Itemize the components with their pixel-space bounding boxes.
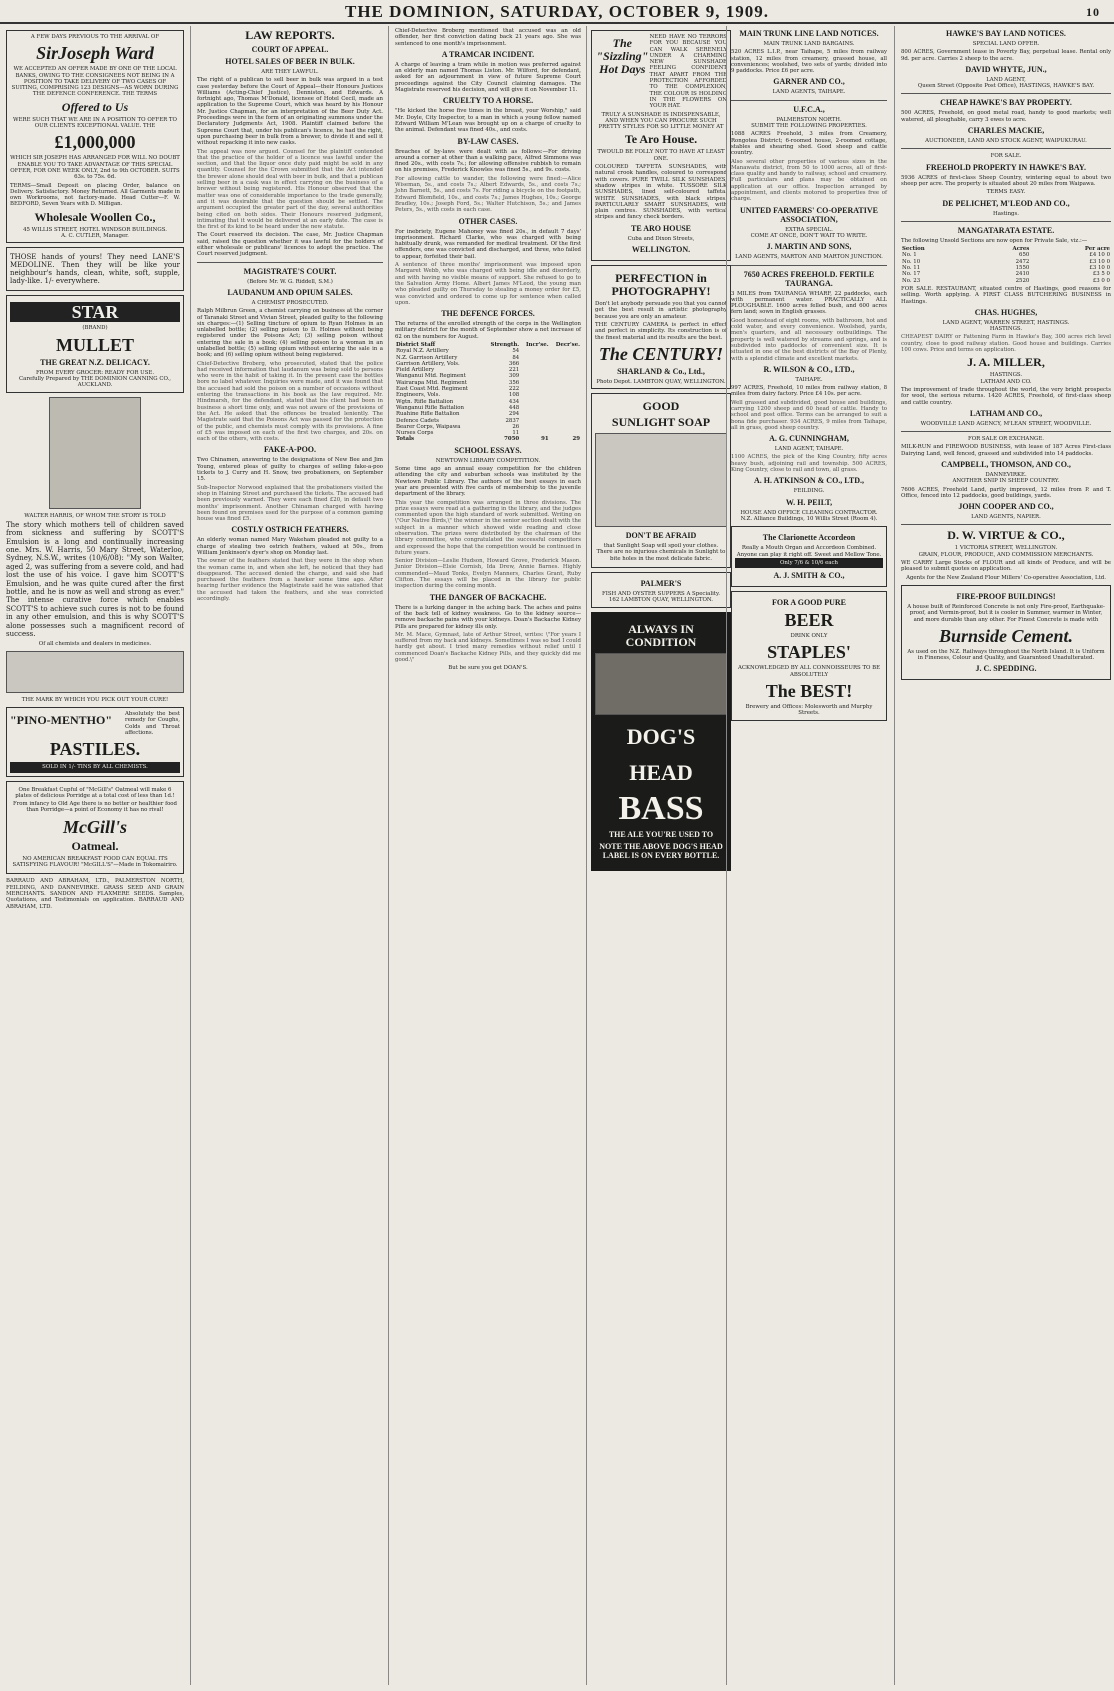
mcgill-name: McGill's — [62, 816, 127, 837]
table-cell: No. 10 — [902, 258, 921, 265]
table-cell: 2410 — [1015, 271, 1030, 278]
offered-body: WERE SUCH THAT WE ARE IN A POSITION TO OFFER TO OUR CLIENTS EXCEPTIONAL VALUE. THE — [13, 116, 177, 130]
bass-title: BASS — [618, 789, 704, 827]
sunlight-body: that Sunlight Soap will spoil your clothes. There are no injurious chemicals in Sunlight to bite holes in the most delicate fabric. — [596, 543, 726, 562]
manga-intro: The following Unsold Sections are now open for Private Sale, viz.:— — [901, 237, 1088, 244]
pino-ad — [6, 707, 184, 776]
cooper-name: JOHN COOPER AND CO., — [958, 502, 1054, 512]
clar-title: The Clarionette Accordeon — [762, 533, 856, 543]
column-4-right — [726, 26, 891, 1685]
perfection-side: Don't let anybody persuade you that you cannot get the best result in artistic photography because you are only an amateur. — [595, 301, 727, 320]
land-body-1: 520 ACRES L.I.P., near Taihape, 5 miles from railway station, 12 miles from creamery, grassed house, all conveniences; woolshed, two sets of yards; divided into 9 paddocks. Price £6 per acre. — [731, 49, 887, 75]
scott-mark: THE MARK BY WHICH YOU PICK OUT YOUR CURE! — [21, 696, 169, 703]
exchange-heading: FOR SALE OR EXCHANGE. — [967, 436, 1044, 443]
table-cell: 356 — [508, 379, 520, 386]
bass-ad — [591, 612, 731, 871]
tram-heading: A TRAMCAR INCIDENT. — [441, 49, 535, 59]
news-body-5-continued: This year the competition was arranged in three divisions. The prize essays were read at a gathering in the library, and the judges commented upon the high standard of work submitted. Writing on \"Our Native Birds,\" the winner in the senior section dealt with the subject in a manner which showed wide reading and close observation. The prizes were distributed by the chairman of the library committee, who congratulated the successful competitors and expressed the hope that the competition would be continued in future years. — [395, 499, 581, 556]
table-cell: 54 — [512, 348, 520, 355]
table-cell: N.Z. Garrison Artillery — [396, 354, 458, 361]
acknowledged: ACKNOWLEDGED BY ALL CONNOISSEURS TO BE ABSOLUTELY — [737, 665, 881, 678]
special-offer: SPECIAL LAND OFFER. — [972, 41, 1040, 47]
spedding-name: J. C. SPEDDING. — [975, 664, 1037, 674]
law-body-1: The right of a publican to sell beer in bulk was argued in a test case yesterday before the Court of Appeal—their Honours Justices Williams (Acting-Chief Justice), Denniston, and Edwards. A fortnight ago, Thomas M'Donald, licensee of Hotel Cecil, made an application to the Supreme Court, which was heard by his Honour Mr. Justice Chapman, for an interpretation of the Beer Duty Act. Proceedings were in the form of an originating summons under the Declaratory Judgments Act, 1908. Plaintiff claimed before the Supreme Court that, under his publican's licence, he had the right, upon purchasing beer in bulk from a brewer, to divide it and sell it without repacking it into new casks. — [197, 77, 383, 147]
amount: £1,000,000 — [54, 132, 136, 153]
campbell-sub: DANNEVIRKE. — [985, 471, 1027, 478]
table-row — [395, 436, 581, 442]
sunshade-list: COLOURED TAFFETA SUNSHADES, with natural crook handles, coloured to correspond with covers. PURE TWILL SILK SUNSHADES, shadow stripes in white. TUSSORE SILK SUNSHADES, lined self-coloured taffeta. WHITE SUNSHADES, with black stripes. PARTICULARLY SMART SUNSHADES, with plain centres. SUNSHADES, with vertical stripes and fancy check borders. — [595, 164, 727, 221]
land-body-4-continued: Well grassed and subdivided, good house and buildings, carrying 1200 sheep and 60 head of cattle. Handy to school and post office. Terms can be arranged to suit a bona fide purchaser. 934 ACRES, 9 miles from Taihape, all in grass, good sheep country. — [731, 399, 887, 431]
oatmeal: Oatmeal. — [71, 838, 119, 853]
garner-name: GARNER AND CO., — [773, 77, 845, 87]
hb-body-3: 5936 ACRES of first-class Sheep Country, wintering equal to about two sheep per acre. The property is situated about 20 miles from Waipawa. — [901, 174, 1111, 187]
newtown-heading: NEWTOWN LIBRARY COMPETITION. — [435, 457, 541, 464]
mcgill-sub: From infancy to Old Age there is no better or healthier food than Porridge—a point of Economy it has no rival! — [12, 801, 178, 814]
law-body-5-continued: The owner of the feathers stated that they were in the shop when the woman came in, and when she left, he noticed that they had disappeared. The accused denied the charge, and said she had purchased the feathers from a hawker some time ago. After hearing further evidence the Magistrate said he was satisfied that the accused had taken the feathers, and she was convicted accordingly. — [197, 558, 383, 603]
clar-price: Only 7/6 & 10/6 each — [735, 558, 883, 568]
table-cell: Nurses Corps — [396, 430, 434, 437]
table-cell: 448 — [508, 404, 520, 411]
palmer-address: 162 LAMBTON QUAY, WELLINGTON. — [608, 597, 714, 604]
manga-table-grid — [901, 246, 1111, 284]
whyte-address: Queen Street (Opposite Post Office), HASTINGS, HAWKE'S BAY. — [917, 83, 1095, 90]
law-body-1-continued: The appeal was now argued. Counsel for the plaintiff contended that the practice of the holder of a licence was lawful under the section, and that the liquor once duty paid might be sold in any quantity. Counsel for the Crown submitted that the Act intended the brewer alone should deal with beer in bulk, and that a publican selling beer in a cask was in effect carrying on the business of a brewer without being registered. His Honour observed that the matter was one of considerable importance to the trade generally, and it was desirable that the question should be settled. The argument occupied the greater part of the day, several authorities being cited on both sides. Their Honours reserved judgment, intimating that it would be delivered at an early date. The case is the first of its kind to be heard under the new statute. — [197, 148, 383, 231]
virtue-sub: 1 VICTORIA STREET, WELLINGTON. — [954, 545, 1058, 552]
best-title: The BEST! — [765, 681, 853, 702]
mullet-sub: THE GREAT N.Z. DELICACY. — [40, 357, 150, 367]
dog-head-label — [595, 653, 727, 715]
land-body-2: 1088 ACRES Freehold, 3 miles from Creamery, Rongotea District; 6-roomed house, 2-roomed cottage, stables and shearing shed. Good sheep and cattle country. — [731, 131, 887, 157]
mullet-grocer: FROM EVERY GROCER: READY FOR USE. — [35, 369, 155, 376]
news-body-5: Some time ago an annual essay competition for the children attending the city and suburban schools was instituted by the Newtown Public Library. The authors of the best essays in each year are presented with five cards of membership to the juvenile department of the library. — [395, 466, 581, 498]
pino-side: Absolutely the best remedy for Coughs, Colds and Throat affections. — [125, 711, 180, 736]
mullet-ad — [6, 295, 184, 392]
walter-harris-portrait — [49, 397, 141, 509]
smith-name: A. J. SMITH & CO., — [773, 571, 845, 581]
terms: TERMS—Small Deposit on placing Order, balance on Delivery. Satisfactory. Money Returned. All Garments made in own Workrooms, not factory-made. Head Cutter—F. W. BEDFORD, Seven Years with D. Milligan. — [10, 182, 180, 208]
news-body-4: For inebriety, Eugene Mahoney was fined 20s., in default 7 days' imprisonment. Richard Clarke, who was charged with being habitually drunk, was remanded for medical treatment. Of the first offenders, one was convicted and discharged, and three, who failed to appear, forfeited their bail. — [395, 228, 581, 260]
hastings-label: HASTINGS. — [989, 326, 1023, 333]
carry-text: WE CARRY Large Stocks of FLOUR and all kinds of Produce, and will be pleased to submit quotes on application. — [901, 560, 1111, 573]
garner-sub: LAND AGENTS, TAIHAPE. — [772, 89, 846, 96]
peilt-name: W. H. PEILT, — [785, 497, 833, 507]
fireproof-foot: As used on the N.Z. Railways throughout the North Island. It is Uniform in Fineness, Colour and Quality, and Guaranteed Unadulterated. — [907, 648, 1105, 662]
pino-sold: SOLD IN 1/- TINS BY ALL CHEMISTS. — [10, 762, 180, 772]
century-body: THE CENTURY CAMERA is perfect in effect and perfect in simplicity. Its construction is of the finest material and its results are the best. — [595, 321, 727, 341]
whyte-sub: LAND AGENT, — [986, 76, 1026, 83]
staples-title: STAPLES' — [767, 642, 851, 663]
table-cell: Ruahine Rifle Battalion — [396, 411, 460, 418]
wilson-name: R. WILSON & CO., LTD., — [763, 364, 855, 374]
for-sale: FOR SALE. — [990, 153, 1022, 160]
come-at-once: COME AT ONCE, DON'T WAIT TO WRITE. — [750, 232, 868, 239]
restaurant-text: FOR SALE. RESTAURANT, situated centre of Hastings, good reasons for selling. Worth applying. A FIRST CLASS BUTCHERING BUSINESS in Hastings. — [901, 285, 1111, 305]
mullet-title: MULLET — [55, 334, 134, 355]
table-cell: 7050 — [504, 436, 520, 443]
table-cell: £3 10 0 — [1089, 265, 1110, 272]
are-lawful: ARE THEY LAWFUL. — [261, 69, 319, 75]
scott-story: The story which mothers tell of children saved from sickness and suffering by SCOTT'S Emulsion is a long and continually increasing one. Mrs. W. Harris, 50 Mary Street, Waterloo, Sydney, N.S.W., writes (10/6/08): "My son Walter, aged 2, was suffering from a severe cold, and had lost the use of his voice. I gave him SCOTT'S Emulsion, and he was quite cured after the first bottle, and he is now as well and strong as ever." The intense curative force which enables SCOTT'S to achieve such cures is not to be found in any other emulsion, and this is why SCOTT'S alone possesses such a magnificent record of success. — [6, 520, 184, 639]
table-cell: Section — [902, 246, 925, 253]
law-body-3-continued: Chief-Detective Broberg, who prosecuted, stated that the police had received information that laudanum was being sold to persons who were in the habit of taking it. In the present case the bottles bore no label whatever. Inquiries were made, and it was found that the accused had sold the poison on a number of occasions without entering the transactions in his book as the law required. Mr. Hindmarsh, for the defendant, stated that his client had been in business a short time only, and was not aware of the provisions of the Act. He asked that the offences be treated leniently. The Magistrate said that the Poisons Act was passed for the protection of the public, and chemists must comply with its provisions. A fine of £5 was imposed on each of the first two charges, and 20s. on each of the others, with costs. — [197, 360, 383, 443]
table-cell: 26 — [512, 423, 520, 430]
mcgill-head: One Breakfast Cupful of "McGill's" Oatmeal will make 6 plates of delicious Porridge at a total cost of less than 1d.! — [15, 786, 175, 799]
table-cell: Incr'se. — [526, 341, 549, 348]
column-4 — [586, 26, 735, 1685]
table-cell: Defence Cadets — [396, 417, 440, 424]
for-a-good-pure: FOR A GOOD PURE — [771, 598, 846, 608]
table-cell: East Coast Mtd. Regiment — [396, 386, 468, 393]
table-cell: Decr'se. — [555, 341, 580, 348]
atkinson-name: A. H. ATKINSON & CO., LTD., — [753, 476, 865, 486]
hastings-body: CHEAPEST DAIRY or Fattening Farm in Hawke's Bay, 300 acres rich level country, close to good railway station. Good house and buildings. Carries 100 cows. Price and terms on application. — [901, 334, 1111, 354]
column-5 — [894, 26, 1114, 1685]
chemist-heading: A CHEMIST PROSECUTED. — [251, 299, 329, 306]
hotel-sales-heading: HOTEL SALES OF BEER IN BULK. — [225, 57, 355, 66]
sunshade-text: NEED HAVE NO TERRORS FOR YOU BECAUSE YOU CAN WALK SERENELY UNDER A CHARMING NEW SUNSHADE FEELING CONFIDENT THAT APART FROM THE PROTECTION AFFORDED TO THE COMPLEXION, THE COLOUR IS HOLDING IN THE FLOWERS ON YOUR HAT. — [649, 34, 727, 110]
law-reports-title: LAW REPORTS. — [245, 28, 335, 42]
table-cell: Engineers, Vols. — [396, 392, 441, 399]
beer-title: BEER — [784, 610, 834, 631]
before-magistrate: (Before Mr. W. G. Riddell, S.M.) — [247, 278, 333, 285]
united-name: UNITED FARMERS' CO-OPERATIVE ASSOCIATION, — [740, 205, 878, 224]
ward-ad — [6, 30, 184, 243]
pelichet-name: DE PELICHET, M'LEOD AND CO., — [942, 198, 1070, 208]
table-cell: 108 — [508, 392, 520, 399]
table-cell: 29 — [572, 436, 580, 443]
bylaw-heading: BY-LAW CASES. — [457, 136, 519, 146]
cuba-dixon: Cuba and Dixon Streets, — [627, 235, 695, 242]
hb-body-5: MILK-RUN and FIREWOOD BUSINESS, with lease of 187 Acres First-class Dairying Land, well fenced, grassed and subdivided into 14 paddocks. — [901, 444, 1111, 457]
law-body-4-continued: Sub-Inspector Norwood explained that the probationers visited the shop in Haining Street and purchased the tickets. The accused had been previously warned. They were each fined £20, in default two months' imprisonment. Another Chinaman charged with having been found on premises used for the purpose of a common gaming house was fined £5. — [197, 484, 383, 523]
table-cell: Wanganui Mtd. Regiment — [396, 373, 466, 380]
brewery-address: Brewery and Offices: Molesworth and Murphy Streets. — [745, 704, 873, 717]
hb-body-6: 7606 ACRES, Freehold Land, partly improved, 12 miles from P. and T. Office, fenced into 12 paddocks, good buildings, yards. — [901, 486, 1111, 499]
table-cell: Field Artillery — [396, 367, 435, 374]
ufca-name: U.F.C.A., — [793, 104, 825, 114]
tearo-title: Te Aro House. — [624, 132, 698, 147]
offered-heading: Offered to Us — [61, 99, 129, 114]
defence-table — [395, 342, 581, 443]
agents-text: Agents for the New Zealand Flour Millers' Co-operative Association, Ltd. — [906, 574, 1106, 581]
dogs-head-title: DOG'S HEAD — [626, 723, 696, 785]
land-body-3: 3 MILES from TAURANGA WHARF, 22 paddocks, each with permanent water. PRACTICALLY ALL PLOUGHABLE. 1600 acres felled bush, and 600 acres fern land; sown in English grasses. — [731, 290, 887, 316]
palmer-sub: FISH AND OYSTER SUPPERS A Speciality. — [601, 590, 721, 597]
bass-note: NOTE THE ABOVE DOG'S HEAD LABEL IS ON EVERY BOTTLE. — [599, 841, 723, 860]
truly-text: TRULY A SUNSHADE IS INDISPENSABLE, AND WHEN YOU CAN PROCURE SUCH PRETTY STYLES FOR SO LITTLE MONEY AT — [598, 111, 724, 131]
virtue-name: D. W. VIRTUE & CO., — [947, 528, 1065, 543]
school-heading: SCHOOL ESSAYS. — [454, 445, 522, 455]
another-snip: ANOTHER SNIP IN SHEEP COUNTRY. — [952, 478, 1060, 485]
hawkes-bay-title: HAWKE'S BAY LAND NOTICES. — [946, 29, 1066, 38]
table-cell: 2472 — [1015, 258, 1030, 265]
masthead — [0, 0, 1114, 24]
ufca-sub: PALMERSTON NORTH. — [776, 116, 842, 123]
washerwoman-illustration — [595, 433, 727, 527]
land-body-4: 997 ACRES, Freehold, 10 miles from railway station, 8 miles from dairy factory. Price £4 10s. per acre. — [731, 385, 887, 398]
news-body-1: A charge of leaving a tram while in motion was preferred against an elderly man named Thomas Liston. Mr. Wilford, for defendant, asked for an adjournment in view of future Supreme Court proceedings against the City Council claiming damages. The Magistrate reserved his decision, and will give it on November 11. — [395, 61, 581, 94]
hughes-sub: LAND AGENT, WARREN STREET, HASTINGS. — [942, 319, 1070, 326]
burnside-title: Burnside Cement. — [938, 625, 1074, 646]
martin-sub: LAND AGENTS, MARTON AND MARTON JUNCTION. — [735, 254, 883, 261]
wilson-sub: TAIHAPE. — [795, 376, 823, 383]
table-cell: 294 — [508, 411, 520, 418]
law-body-2: The Court reserved its decision. The case, Mr. Justice Chapman said, raised the question whether it was lawful for the holders of either wholesale or publicans' licences to adopt the practice. The Court reserved judgment. — [197, 232, 383, 258]
dont-be-afraid: DON'T BE AFRAID — [625, 531, 697, 541]
sunlight-good: GOOD — [642, 399, 680, 414]
medoline-ad — [6, 247, 184, 291]
table-cell: Per acre — [1084, 246, 1110, 253]
mcgill-foot: NO AMERICAN BREAKFAST FOOD CAN EQUAL ITS SATISFYING FLAVOUR! "McGILL'S"—Made in Tokomairiro. — [12, 855, 178, 869]
pelichet-sub: Hastings. — [993, 210, 1019, 217]
manga-table — [901, 246, 1111, 284]
latham-name: LATHAM AND CO., — [969, 408, 1043, 418]
table-cell: Bearer Corps, Waipawa — [396, 423, 461, 430]
table-cell: £3 10 0 — [1089, 258, 1110, 265]
table-cell: Acres — [1012, 246, 1030, 253]
table-cell: No. 11 — [902, 265, 921, 272]
news-body-6: There is a lurking danger in the aching back. The aches and pains of the back tell of kidney weakness. Go to the kidney source—remove backache pains with your kidneys. Doan's Backache Kidney Pills are prepared for kidney ills only. — [395, 604, 581, 630]
cunningham-name: A. G. CUNNINGHAM, — [769, 434, 849, 444]
clarionette-ad — [731, 526, 887, 587]
mackie-name: CHARLES MACKIE, — [967, 126, 1045, 136]
table-cell: 11 — [512, 430, 520, 437]
always-in-condition: ALWAYS IN CONDITION — [625, 621, 697, 649]
table-cell: 84 — [512, 354, 520, 361]
wholesale-name: Wholesale Woollen Co., — [34, 209, 156, 224]
land-body-2-continued: Also several other properties of various sizes in the Manawatu district, from 50 to 1000 acres, all of first-class quality and handy to railway, school and creamery. Full particulars and plans may be obtained on application at our office. Inspection arranged by appointment, and clients motored to properties free of charge. — [731, 158, 887, 203]
atkinson-sub: FEILDING. — [793, 488, 825, 495]
backache-heading: THE DANGER OF BACKACHE. — [429, 592, 547, 602]
barraud-ad: BARRAUD AND ABRAHAM, LTD., PALMERSTON NORTH, FEILDING, AND DANNEVIRKE. GRASS SEED AND GRAIN MERCHANTS. SANDON AND FLAXMERE SEEDS. Samples, Quotations, and Testimonials on application. BARRAUD AND ABRAHAM, LTD. — [6, 878, 184, 910]
tearo-ad — [591, 30, 731, 261]
table-cell: £4 10 0 — [1089, 252, 1110, 259]
hughes-name: CHAS. HUGHES, — [974, 307, 1038, 317]
miller-sub: HASTINGS. — [989, 372, 1023, 379]
mackie-sub: AUCTIONEER, LAND AND STOCK AGENT, WAIPUKURAU. — [925, 138, 1087, 145]
laudanum-heading: LAUDANUM AND OPIUM SALES. — [227, 287, 353, 297]
medoline-text: THOSE hands of yours! They need LANE'S MEDOLINE. Then they will be like your neighbour's hands, clean, white, soft, supple, lady-like. 1/- everywhere. — [10, 253, 180, 286]
submit-heading: SUBMIT THE FOLLOWING PROPERTIES. — [751, 123, 867, 130]
table-cell: 309 — [508, 373, 520, 380]
masthead-title: THE DOMINION, SATURDAY, OCTOBER 9, 1909. — [345, 2, 769, 21]
mcgill-ad — [6, 781, 184, 875]
cunningham-sub: LAND AGENT, TAIHAPE. — [774, 446, 844, 453]
table-cell: 91 — [541, 436, 549, 443]
fireproof-body: A house built of Reinforced Concrete is not only Fire-proof, Earthquake-proof, and Vermin-proof, but it is cooler in Summer, warmer in Winter, and more durable than any other. For Finest Concrete is made with — [907, 603, 1105, 623]
news-body-3-continued: For allowing cattle to wander, the following were fined:—Alice Wiseman, 5s., and costs 7s.; Albert Edwards, 5s., and costs 7s.; John Barnett, 5s., and costs 7s. For riding a bicycle on the footpath, Edward Blomfield, 10s., and costs 7s.; James Hughes, 10s.; George Bradley, 10s.; Joseph Ford, 5s.; Walter Hutchison, 5s.; and James Peters, 5s., with costs in each case. — [395, 175, 581, 214]
burnside-ad — [901, 585, 1111, 680]
martin-name: J. MARTIN AND SONS, — [766, 242, 852, 252]
law-body-4: Two Chinamen, answering to the designations of New Bee and Jim Young, entered pleas of guilty to charges of selling fake-a-poo tickets to J. Curry and H. Snow, two probationers, on September 15. — [197, 457, 383, 483]
main-trunk-title: MAIN TRUNK LINE LAND NOTICES. — [739, 29, 879, 38]
ward-kicker: A FEW DAYS PREVIOUS TO THE ARRIVAL OF — [30, 34, 160, 40]
cooper-sub: LAND AGENTS, NAPIER. — [971, 514, 1041, 521]
sizzling-title: The "Sizzling" Hot Days — [596, 36, 649, 76]
table-cell: £3 5 0 — [1092, 271, 1110, 278]
clar-sub: Really a Mouth Organ and Accordeon Combined. — [741, 545, 877, 552]
news-body-3: Breaches of by-laws were dealt with as follows:—For driving around a corner at other than a walking pace, Alfred Simmons was fined 20s., with costs 7s.; for allowing offensive rubbish to remain on his premises, Frederick Knowles was fined 5s., and 9s. costs. — [395, 148, 581, 174]
perfection-title: PERFECTION in PHOTOGRAPHY! — [611, 271, 711, 299]
manga-heading: MANGATARATA ESTATE. — [957, 225, 1055, 235]
sunlight-ad — [591, 393, 731, 568]
grain-heading: GRAIN, FLOUR, PRODUCE, AND COMMISSION MERCHANTS. — [918, 551, 1094, 558]
clar-body: Anyone can play it right off. Sweet and Mellow Tone. — [736, 551, 882, 558]
amount-body: WHICH SIR JOSEPH HAS ARRANGED FOR WILL NO DOUBT ENABLE YOU TO TAKE ADVANTAGE OF THIS SPECIAL OFFER, FOR ONE WEEK ONLY, 2nd to 9th OCTOBER. SUITS 63s. to 75s. 6d. — [10, 155, 180, 181]
table-cell: Garrison Artillery, Vols. — [396, 360, 460, 367]
whyte-name: DAVID WHYTE, JUN., — [965, 64, 1047, 74]
fireproof-heading: FIRE-PROOF BUILDINGS! — [956, 591, 1056, 601]
news-body-6-continued: Mr. M. Mace, Gymnast, late of Arthur Street, writes: \"For years I suffered from my back and kidneys. Sometimes I was so bad I could hardly get about. I tried many remedies without relief until I commenced Doan's Backache Kidney Pills, and they quickly did me good.\" — [395, 631, 581, 664]
miller-name: J. A. MILLER, — [967, 355, 1045, 370]
latham-label: LATHAM AND CO. — [980, 378, 1032, 385]
court-of-appeal: COURT OF APPEAL. — [251, 45, 329, 54]
table-cell: Wgtn. Rifle Battalion — [396, 398, 454, 405]
portrait-caption: WALTER HARRIS, OF WHOM THE STORY IS TOLD — [24, 512, 166, 519]
tearo-house: TE ARO HOUSE — [630, 223, 691, 233]
ward-name: SirJoseph Ward — [36, 43, 154, 64]
house-address: N.Z. Alliance Buildings, 10 Willis Street (Room 4). — [740, 515, 878, 522]
pino-title: "PINO-MENTHO" — [10, 713, 112, 728]
column-3 — [388, 26, 587, 1685]
main-trunk-sub: MAIN TRUNK LAND BARGAINS. — [763, 41, 855, 47]
table-cell: Wairarapa Mtd. Regiment — [396, 379, 467, 386]
mullet-packed: Carefully Prepared by THE DOMINION CANNING CO., AUCKLAND. — [19, 375, 171, 389]
palmer-ad — [591, 572, 731, 608]
pastiles: PASTILES. — [49, 739, 141, 760]
news-body-4-continued: A sentence of three months' imprisonment was imposed upon Margaret Webb, who was charged with being idle and disorderly, and with having no visible means of support. She refused to go to the Salvation Army Home. Albert James M'Leod, the young man who pleaded guilty on Thursday to stealing a money order for £5, was convicted and ordered to come up for sentence when called upon. — [395, 262, 581, 306]
news-body-0: Chief-Detective Broberg mentioned that accused was an old offender, her first conviction dating back 21 years ago. She was sentenced to one month's imprisonment. — [395, 28, 581, 47]
column-1 — [0, 26, 190, 1685]
tearo-wellington: WELLINGTON. — [631, 245, 691, 255]
sharland-name: SHARLAND & Co., Ltd., — [617, 366, 705, 376]
table-cell: District Staff — [396, 341, 436, 348]
land-body-5: 1100 ACRES, the pick of the King Country, fifty acres heavy bush, adjoining rail and township. 500 ACRES, King Country, close to rail and town, all grass. — [731, 454, 887, 474]
drink-only: DRINK ONLY — [790, 633, 828, 640]
table-cell: £3 0 0 — [1092, 277, 1110, 284]
sharland-sub: Photo Depot. LAMBTON QUAY, WELLINGTON. — [596, 378, 726, 385]
scott-chemists: Of all chemists and dealers in medicines. — [38, 640, 152, 647]
extra-special: EXTRA SPECIAL. — [785, 226, 833, 233]
sunlight-title: SUNLIGHT SOAP — [611, 415, 711, 430]
defence-heading: THE DEFENCE FORCES. — [441, 309, 535, 319]
brand-label: (BRAND) — [82, 325, 108, 332]
table-cell: Strength. — [490, 341, 520, 348]
scott-fish-trademark — [6, 651, 184, 693]
cheap-heading: CHEAP HAWKE'S BAY PROPERTY. — [940, 98, 1072, 108]
table-cell: No. 17 — [902, 271, 921, 278]
campbell-name: CAMPBELL, THOMSON, AND CO., — [941, 459, 1071, 469]
law-body-3: Ralph Milbrun Green, a chemist carrying on business at the corner of Taranaki Street and Vivian Street, pleaded guilty to the following six charges:—(1) Selling tincture of opium to Ryan Holmes in an unlabelled bottle; (2) selling poison to D. Holmes without being registered under the Poisons Act; (3) selling poison without entering the sale in a book; (4) selling poison to a woman in an unlabelled bottle; (5) selling opium without entering the sale in a book; and (6) selling opium without being registered. — [197, 308, 383, 359]
table-cell: No. 1 — [902, 252, 917, 259]
table-cell: Wanganui Rifle Battalion — [396, 404, 464, 411]
ostrich-heading: COSTLY OSTRICH FEATHERS. — [231, 525, 349, 535]
table-cell: 650 — [1019, 252, 1030, 259]
news-body-2: "He kicked the horse five times in the breast, your Worship," said Mr. Doyle, City Inspector, to a man in which a young fellow named Edward William M'Lean was brought up on a charge of cruelty to the animal. Defendant was fined 40s., and costs. — [395, 108, 581, 134]
table-cell: Totals — [396, 436, 415, 443]
table-cell: 1550 — [1015, 265, 1030, 272]
hb-body-4: The improvement of trade throughout the world, the very bright prospects for wool, the serious returns. 1420 ACRES, Freehold, of first-class sheep and cattle country. — [901, 386, 1111, 406]
fake-heading: FAKE-A-POO. — [263, 445, 317, 455]
century-title: The CENTURY! — [598, 343, 724, 364]
page-number: 10 — [1086, 5, 1100, 19]
table-cell: 222 — [508, 386, 520, 393]
doans-tagline: But be sure you get DOAN'S. — [448, 665, 528, 672]
latham-sub: WOODVILLE LAND AGENCY, M'LEAN STREET, WOODVILLE. — [920, 420, 1092, 427]
other-heading: OTHER CASES. — [458, 216, 518, 226]
table-cell: 221 — [508, 367, 520, 374]
fertile-heading: 7650 ACRES FREEHOLD. FERTILE TAURANGA. — [743, 269, 875, 288]
defence-intro: The returns of the enrolled strength of the corps in the Wellington military district for the month of September show a net increase of 62 on the numbers for August. — [395, 321, 581, 340]
freehold-heading: FREEHOLD PROPERTY IN HAWKE'S BAY. — [926, 162, 1086, 172]
column-2 — [190, 26, 389, 1685]
ale-tagline: THE ALE YOU'RE USED TO — [608, 829, 714, 839]
news-body-5-more: Senior Division—Leslie Hudson, Howard Grove, Frederick Mason. Junior Division—Elsie Cornish, Ida Drew, Annie Barnes. Highly commended—Maud Tonks, Evelyn Manners, Charles Grant, Ruby Clifton. The essays will be placed in the library for public inspection during the coming month. — [395, 558, 581, 590]
terms-easy: TERMS EASY. — [986, 189, 1026, 196]
table-cell: 434 — [508, 398, 520, 405]
defence-table-grid — [395, 342, 581, 443]
century-ad — [591, 265, 731, 389]
table-cell: No. 23 — [902, 277, 921, 284]
hb-body-2: 500 ACRES, Freehold, on good metal road, handy to good markets; well watered, all ploughable, carry 3 ewes to acre. — [901, 110, 1111, 123]
palmer-title: PALMER'S — [640, 578, 682, 588]
cruelty-heading: CRUELTY TO A HORSE. — [442, 96, 534, 106]
table-cell: 2837 — [505, 417, 520, 424]
table-cell: Royal N.Z. Artillery — [396, 348, 449, 355]
hb-body-1: 800 ACRES, Government lease in Poverty Bay, perpetual lease. Rental only 9d. per acre. Carries 2 sheep to the acre. — [901, 49, 1111, 62]
staples-ad — [731, 591, 887, 720]
folly-text: TWOULD BE FOLLY NOT TO HAVE AT LEAST ONE. — [597, 149, 725, 162]
wholesale-manager: A. C. CUTLER, Manager. — [61, 233, 129, 240]
table-cell: 2520 — [1015, 277, 1030, 284]
magistrates-court: MAGISTRATE'S COURT. — [243, 266, 337, 276]
table-cell: 366 — [508, 360, 520, 367]
wholesale-address: 45 WILLIS STREET, HOTEL WINDSOR BUILDINGS. — [23, 226, 167, 233]
table-row — [901, 278, 1111, 284]
star-brand: STAR — [10, 302, 180, 322]
ward-body: WE ACCEPTED AN OFFER MADE BY ONE OF THE LOCAL BANKS, OWING TO THE CONSIGNEES NOT BEING IN A POSITION TO TAKE DELIVERY OF TWO CASES OF SUITING, COMPRISING 123 DESIGNS—AS WORN DURING THE DEFENCE CONFERENCE. THE TERMS — [11, 66, 179, 98]
law-body-5: An elderly woman named Mary Wakeham pleaded not guilty to a charge of stealing two ostrich feathers, valued at 50s., from William Jenkinson's dyer's shop on Monday last. — [197, 537, 383, 556]
house-cleaning: HOUSE AND OFFICE CLEANING CONTRACTOR. — [740, 509, 878, 516]
land-body-3-continued: Good homestead of eight rooms, with bathroom, hot and cold water, and every convenience. Woolshed, yards, men's quarters, and all necessary outbuildings. The property is well watered by streams and springs, and is subdivided into paddocks of convenient size. It is situated in one of the best districts of the Bay of Plenty, with a splendid climate and excellent markets. — [731, 317, 887, 362]
